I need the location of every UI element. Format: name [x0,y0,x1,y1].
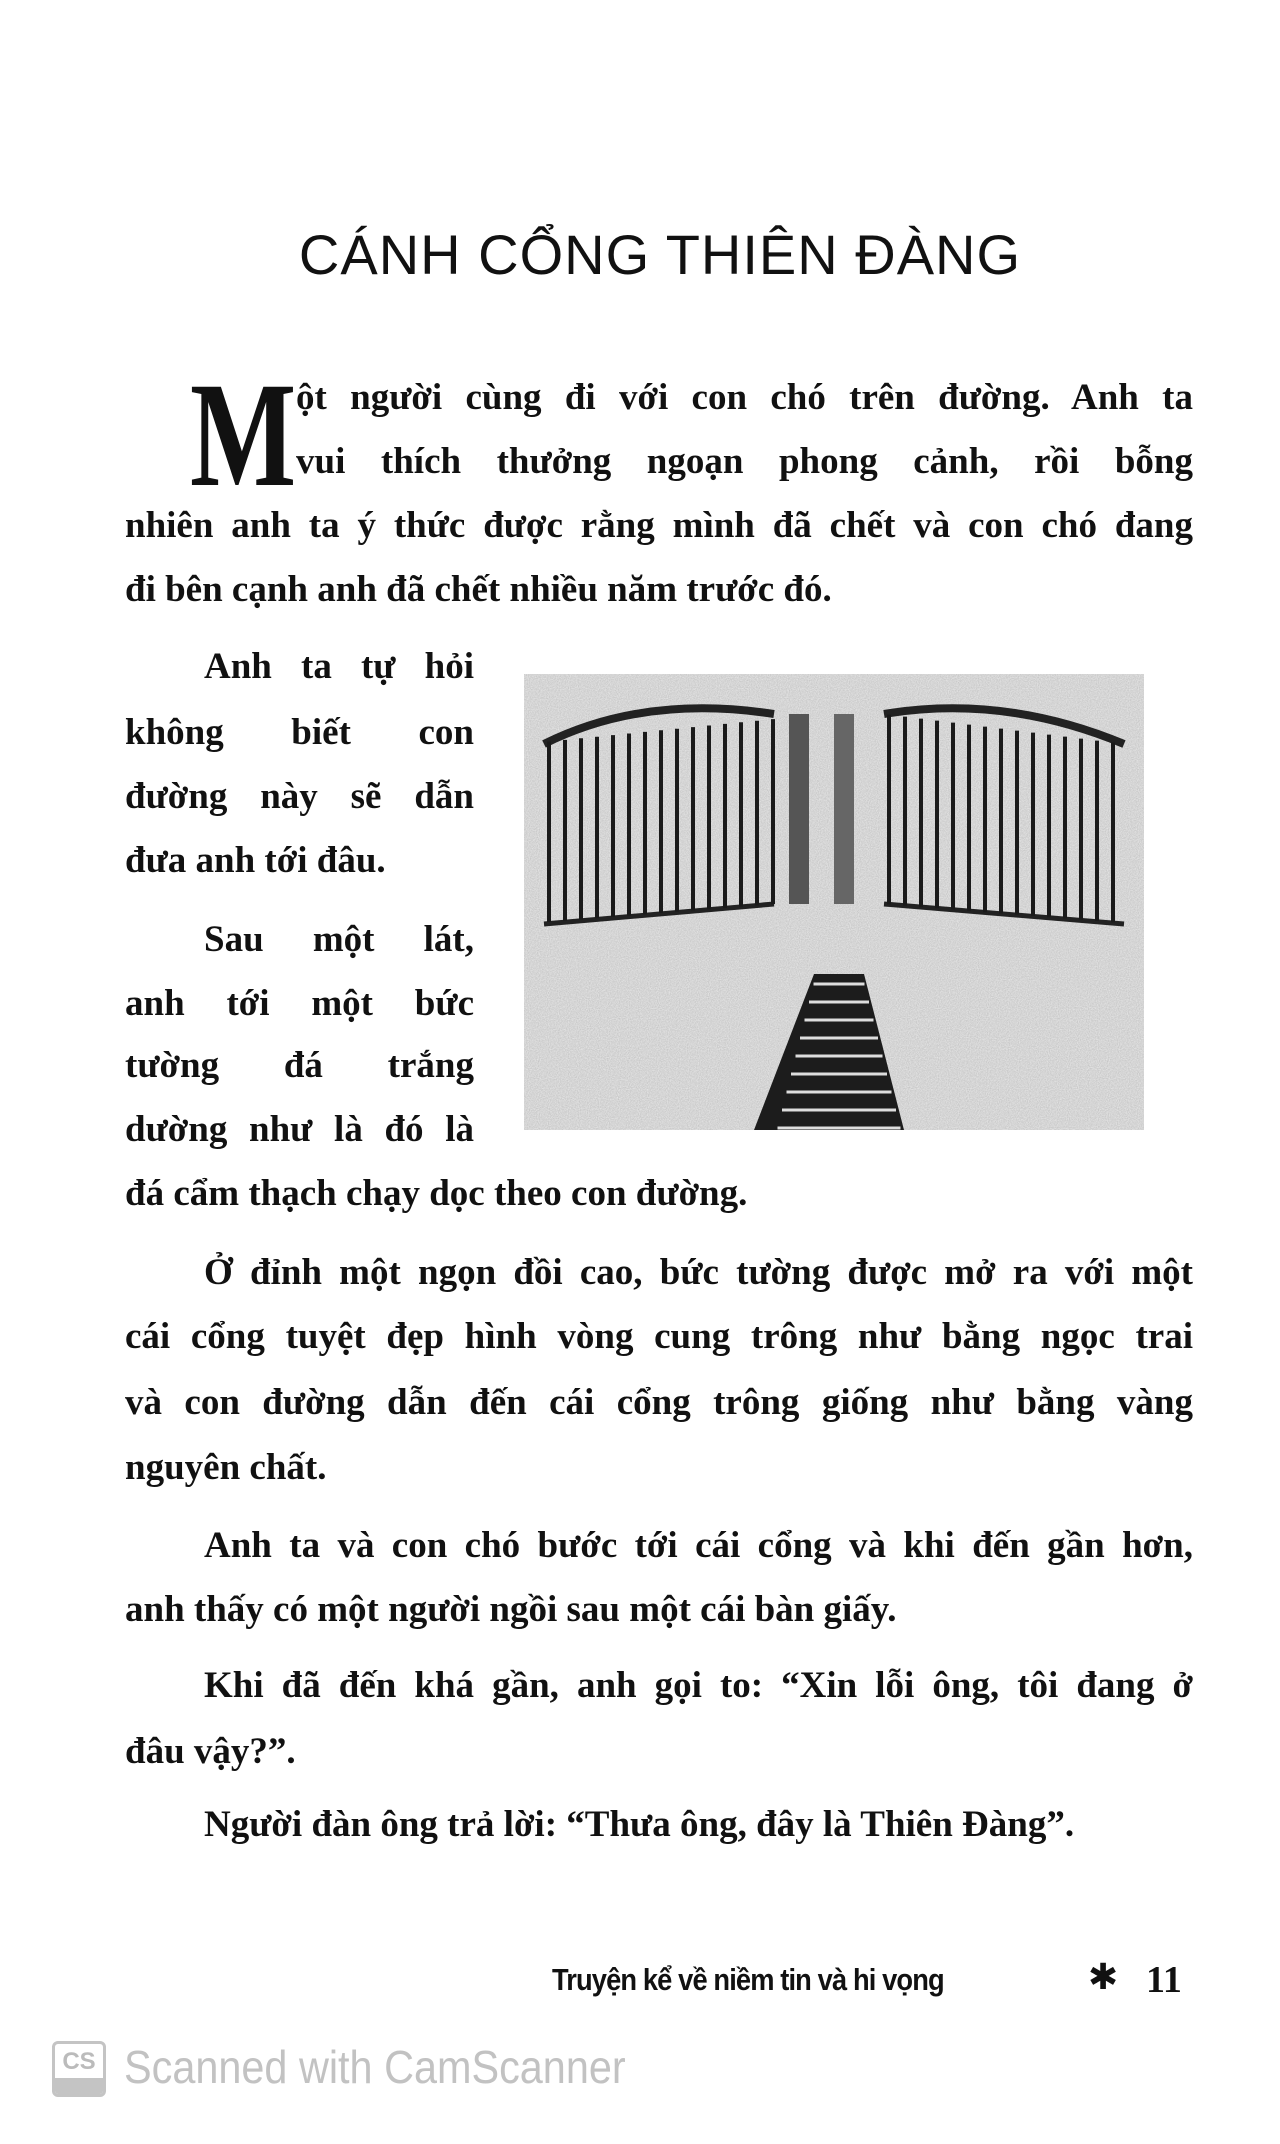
text-line: Ở đỉnh một ngọn đồi cao, bức tường được mở ra với một [204,1252,1193,1293]
text-line: dường như là đó là [125,1109,474,1150]
text-line: nguyên chất. [125,1447,327,1488]
text-line: đá cẩm thạch chạy dọc theo con đường. [125,1173,748,1214]
text-line: Anh ta tự hỏi [204,646,474,687]
text-line: và con đường dẫn đến cái cổng trông giống như bằng vàng [125,1382,1193,1423]
text-line: anh thấy có một người ngồi sau một cái bàn giấy. [125,1589,897,1630]
text-line: cái cổng tuyệt đẹp hình vòng cung trông như bằng ngọc trai [125,1316,1193,1357]
book-title-footer: Truyện kể về niềm tin và hi vọng [552,1962,944,1997]
text-line: đưa anh tới đâu. [125,840,386,881]
heaven-gate-illustration [524,674,1144,1130]
text-line: tường đá trắng [125,1045,474,1086]
text-line: đâu vậy?”. [125,1731,296,1772]
text-line: Người đàn ông trả lời: “Thưa ông, đây là Thiên Đàng”. [204,1804,1075,1845]
chapter-title: CÁNH CỔNG THIÊN ĐÀNG [298,223,1022,286]
text-line: ột người cùng đi với con chó trên đường. Anh ta [296,377,1193,418]
text-line: Khi đã đến khá gần, anh gọi to: “Xin lỗi ông, tôi đang ở [204,1665,1193,1706]
camscanner-logo-text: CS [62,2048,96,2075]
star-icon: ✱ [1088,1957,1119,1997]
camscanner-watermark: Scanned with CamScanner [124,2041,626,2093]
text-line: nhiên anh ta ý thức được rằng mình đã chết và con chó đang [125,505,1193,546]
text-line: Sau một lát, [204,919,474,960]
text-line: không biết con [125,712,474,753]
text-line: đường này sẽ dẫn [125,776,474,817]
text-line: đi bên cạnh anh đã chết nhiều năm trước đó. [125,569,832,610]
drop-cap: M [190,352,297,518]
text-line: anh tới một bức [125,983,474,1024]
page-number: 11 [1146,1959,1182,2001]
camscanner-logo-icon [52,2041,106,2097]
text-line: vui thích thưởng ngoạn phong cảnh, rồi bỗng [296,441,1193,482]
text-line: Anh ta và con chó bước tới cái cổng và khi đến gần hơn, [204,1525,1193,1566]
